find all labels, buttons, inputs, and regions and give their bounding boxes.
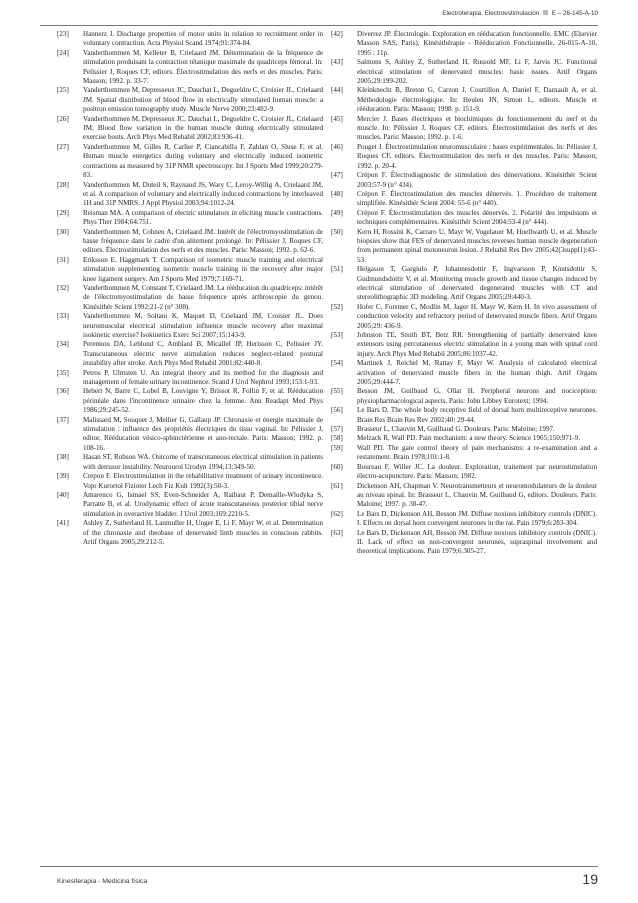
- reference-item: [57, 472, 323, 491]
- reference-item: [331, 331, 597, 359]
- reference-text: Hasan ST, Robson WA. Outcome of transcutaneous electrical stimulation in patients with detrusor instability. Neurourol Urodyn 1994;13:349-50.: [83, 453, 323, 471]
- reference-text: Kern H, Rossini K, Carraro U, Mayr W, Vogelauer M, Hoellwarth U, et al. Muscle biopsies show that FES of denervated muscles reverses human muscle degeneration from permanent spinal motoneuron lesion. J Rehabil Res Dev 2005;42(3suppl1):43-53.: [357, 227, 597, 264]
- reference-item: [331, 58, 597, 86]
- reference-number: [53]: [331, 331, 343, 339]
- reference-text: Perennou DA, Leblond C, Amblard B, Micallef JP, Herisson C, Pelissier JY. Transcutaneous electric nerve stimulation reduces neglect-related postural instability after stroke. Arch Phys Med Rehabil 2001;82:440-8.: [83, 340, 323, 368]
- reference-text: Pouget J. Électrostimulation neuromusculaire : bases expérimentales. In: Pélissier J, Roques CF, editors. Électrostimulation des nerfs et des muscles. Paris: Masson; 1992. p. 20-4.: [357, 142, 597, 170]
- reference-number: [45]: [331, 114, 343, 123]
- reference-number: [47]: [331, 171, 343, 180]
- reference-text: Hofer C, Forstner C, Modlin M, Jager H, Mayr W, Kern H. In vivo assessment of conduction velocity and refractory period of denervated muscle fibers. Artif Organs 2005;29: 436-9.: [357, 302, 597, 330]
- reference-number: [41]: [57, 519, 69, 528]
- reference-text: Crépon F. Électrodiagnostic de stimulation des dénervations. Kinésithér Scient 2003:57-9 (n° 434).: [357, 171, 597, 189]
- reference-item: [57, 86, 323, 114]
- reference-text: Martinek J, Reichel M, Rattay F, Mayr W. Analysis of calculated electrical activation of denervated muscle fibers in the human thigh. Artif Organs 2005;29:444-7.: [357, 359, 597, 387]
- reference-item: [57, 416, 323, 454]
- reference-text: Boureau F, Willer JC. La douleur. Exploration, traitement par neurostimulation électro-acupuncture. Paris: Masson; 1982.: [357, 462, 597, 481]
- footer-rule: [40, 866, 598, 867]
- reference-item: [331, 425, 597, 434]
- reference-item: [331, 406, 597, 425]
- reference-text: Crépon F. Électrostimulation des muscles dénervés. 2. Polarité des impulsions et techniques complémentaires. Kinésithér Scient 2004:53-4 (n° 444).: [357, 208, 597, 227]
- reference-text: Ashley Z, Sutherland H, Lanmuller H, Unger E, Li F, Mayr W, et al. Determination of the chronaxie and rheobase of denervated limb muscles in conscious rabbits. Artif Organs 2005;29:212-5.: [83, 519, 323, 546]
- reference-item: [331, 387, 597, 406]
- reference-item: [331, 265, 597, 303]
- reference-text: Kleinknecht B, Breton G, Carzon J, Courtillon A, Daniel F, Darnault A, et al. Méthodologie électrologique. In: Heuleu JN, Simon L, editors. Muscle et rééducation. Paris: Masson; 1998. p. 151-9.: [357, 86, 597, 114]
- reference-number: [38]: [57, 453, 69, 462]
- reference-number: [34]: [57, 340, 69, 349]
- reference-number: [60]: [331, 462, 343, 471]
- article-code: E – 26-145-A-10: [551, 10, 598, 17]
- reference-item: [57, 256, 323, 284]
- square-separator-icon: [543, 10, 548, 15]
- reference-text: Reisman MA. A comparison of electric stimulators in eliciting muscle contractions. Phys Ther 1984;64:751.: [83, 208, 323, 227]
- reference-item: [57, 369, 323, 388]
- reference-item: [331, 434, 597, 443]
- reference-number: [62]: [331, 509, 343, 518]
- reference-number: [27]: [57, 142, 69, 151]
- reference-item: [331, 143, 597, 171]
- reference-item: [331, 30, 597, 58]
- reference-item: [57, 143, 323, 181]
- reference-number: [48]: [331, 189, 343, 198]
- reference-number: [26]: [57, 114, 69, 123]
- journal-title: Electroterapia. Electroestimulación: [442, 10, 540, 17]
- reference-item: [331, 463, 597, 482]
- reference-item: [331, 115, 597, 143]
- reference-text: Crepon F. Electrostimulation in the rehabilitative treatment of urinary incontinence. Vopr Kurortol Fizioter Lech Fiz Kult 1992(3):50-3.: [83, 472, 323, 490]
- reference-item: [331, 529, 597, 557]
- reference-text: Besson JM, Guilbaud G, Ollat H. Peripheral neurons and nociception: physiopharmacological aspects. Paris: John Libbey Eurotext; 1994.: [357, 387, 597, 405]
- reference-number: [58]: [331, 434, 343, 443]
- reference-number: [46]: [331, 142, 343, 151]
- reference-number: [56]: [331, 406, 343, 415]
- footer-publication: Kinesiterapia - Medicina física: [57, 878, 148, 885]
- reference-item: [331, 444, 597, 463]
- reference-item: [57, 209, 323, 228]
- reference-text: Vanderthommen M, Depresseux JC, Dauchat L, Degueldre C, Croisier JL, Crielaard JM. Blood flow variation in the human muscle during electrically stimulated exercise bouts. Arch Phys Med Rehabil 2002;83:936-41.: [83, 114, 323, 142]
- reference-item: [57, 181, 323, 209]
- reference-text: Le Bars D, Dickenson AH, Besson JM. Diffuse noxious inhibitory controls (DNIC). I. Effects on dorsal horn convergent neurones in the rat. Pain 1979;6:283-304.: [357, 509, 597, 528]
- reference-number: [61]: [331, 481, 343, 490]
- reference-item: [57, 491, 323, 519]
- reference-item: [331, 303, 597, 331]
- reference-number: [23]: [57, 30, 69, 38]
- reference-text: Vanderthommen M, Kelleter B, Crielaard JM. Détermination de la fréquence de stimulation produisant la contraction tétanique maximale du quadriceps fémoral. In: Pelissier J, Roques CF, editors. Électrostimulation des nerfs et des muscles. Paris: Masson; 1992. p. 33-7.: [83, 48, 323, 86]
- running-header: [442, 10, 598, 17]
- reference-number: [50]: [331, 227, 343, 236]
- header-rule: [40, 25, 598, 26]
- reference-text: Melzack R, Wall PD. Pain mechanism: a new theory. Science 1965;150:971-9.: [357, 434, 581, 443]
- reference-number: [32]: [57, 283, 69, 292]
- reference-item: [331, 171, 597, 190]
- reference-number: [54]: [331, 359, 343, 368]
- reference-text: Mercier J. Bases électriques et biochimiques du fonctionnement du nerf et du muscle. In: Pélissier J, Roques CF, editors. Électrostimulation des nerfs et des muscles. Paris: Masson; 1992. p. 1-6.: [357, 114, 597, 142]
- reference-number: [40]: [57, 490, 69, 499]
- reference-text: Dickenson AH, Chapman V. Neurotransmetteurs et neuromodulateurs de la douleur au niveau spinal. In: Brasseur L, Chauvin M, Guilbaud G, editors. Douleurs. Paris: Maloine; 1997. p. 38-47.: [357, 481, 597, 509]
- reference-item: [57, 312, 323, 340]
- reference-text: Malissard M, Souquet J, Mellier G, Gallaup JP. Chronaxie et énergie maximale de stimulation : influence des propriétés électriques du tissu vaginal. In: Pélissier J, editor. Rééducation vésico-sphinctérienne et ano-rectale. Paris: Masson; 1992. p. 108-16.: [83, 415, 323, 452]
- reference-text: Crépon F. Électrostimulation des muscles dénervés. 1. Procédure de traitement simplifiée. Kinésithér Scient 2004: 55-6 (n° 440).: [357, 189, 597, 208]
- reference-item: [57, 340, 323, 368]
- reference-text: Hebert N, Barre C, Lobel B, Louvigne Y, Brissot R, Follin F, et al. Rééducation périnéale dans l'incontinence urinaire chez la femme. Ann Readapt Med Phys 1986;29:245-52.: [83, 387, 323, 415]
- reference-text: Petros P, Ulmsten U. An integral theory and its method for the diagnosis and management of female urinary incontinence. Scand J Urol Nephrol 1993;153:1-93.: [83, 368, 323, 387]
- reference-number: [39]: [57, 472, 69, 481]
- reference-number: [49]: [331, 208, 343, 217]
- reference-text: Johnston TE, Smith BT, Betz RR. Strengthening of partially denervated knee extensors using percutaneous electric stimulation in a young man with spinal cord injury. Arch Phys Med Rehabil 2005;86:1037-42.: [357, 331, 597, 358]
- reference-text: Wall PD. The gate control theory of pain mechanisms: a re-examination and a restatement. Brain 1978;101:1-8.: [357, 443, 597, 462]
- reference-text: Vanderthommen M, Duteil S, Raynaud JS, Wary C, Leroy-Willig A, Crielaard JM, et al. A comparison of voluntary and electrically induced contractions by interleaved 1H and 31P NMRS. J Appl Physiol 2003;94:1012-24.: [83, 180, 323, 208]
- reference-text: Hannerz J. Discharge properties of motor units in relation to recruitment order in voluntary contraction. Acta Physiol Scand 1974;91:374-84.: [83, 30, 323, 48]
- reference-item: [57, 228, 323, 256]
- reference-item: [331, 190, 597, 209]
- reference-text: Vanderthommen M, Gilles R, Carlier P, Ciancabilla F, Zahlan O, Sluse F, et al. Human muscle energetics during voluntary and electrically induced isometric contractions as measured by 31P NMR spectroscopy. Int J Sports Med 1999;20:279-83.: [83, 142, 323, 180]
- reference-number: [55]: [331, 387, 343, 396]
- reference-text: Vanderthommen M, Soltani K, Maquet D, Crielaard JM, Croisier JL. Does neuromuscular electrical stimulation influence muscle recovery after maximal isokinetic exercise? Isokinetics Exerc Sci 2007;15:143-9.: [83, 312, 323, 339]
- reference-number: [37]: [57, 415, 69, 424]
- reference-text: Le Bars D. The whole body receptive field of dorsal horn multireceptive neurones. Brain Res Brain Res Rev 2002;40: 29-44.: [357, 406, 597, 424]
- reference-number: [44]: [331, 86, 343, 95]
- reference-text: Eriksson E, Haggmark T. Comparison of isometric muscle training and electrical stimulation supplementing isometric muscle training in the recovery after major knee ligament surgery. Am J Sports Med 1979;7:169-71.: [83, 255, 323, 283]
- reference-item: [331, 228, 597, 266]
- reference-number: [24]: [57, 48, 69, 57]
- reference-number: [52]: [331, 302, 343, 311]
- reference-text: Helgason T, Gargiulo P, Johannesdottir F, Ingvarsson P, Knutsdottir S, Gudmundsdottir V, et al. Monitoring muscle growth and tissue changes induced by electrical stimulation of denervated degenerated muscles with CT and stereolithographic 3D modeling. Artif Organs 2005;29:440-3.: [357, 265, 597, 302]
- reference-text: Diverrez JP. Électrologie. Exploration en rééducation fonctionnelle. EMC (Elsevier Masson SAS, Paris), Kinésithérapie - Rééducation Fonctionnelle, 26-015-A-10, 1995 : 11p.: [357, 30, 597, 57]
- reference-number: [43]: [331, 58, 343, 67]
- reference-number: [35]: [57, 368, 69, 377]
- references-right-column: [331, 30, 597, 557]
- reference-text: Le Bars D, Dickenson AH, Besson JM. Diffuse noxious inhibitory controls (DNIC). II. Lack of effect on non-convergent neurones, supraspinal involvement and theoretical implications. Pain 1979;6:305-27.: [357, 528, 597, 556]
- reference-number: [63]: [331, 528, 343, 537]
- reference-number: [42]: [331, 30, 343, 38]
- reference-text: Vanderthommen M, Depresseux JC, Dauchat L, Degueldre C, Croisier JL, Crielaard JM. Spatial distribution of blood flow in electrically stimulated human muscle: a positron emission tomography study. Muscle Nerve 2000;23:482-9.: [83, 86, 323, 114]
- reference-item: [331, 86, 597, 114]
- reference-item: [57, 284, 323, 312]
- reference-number: [51]: [331, 265, 343, 274]
- reference-text: Vanderthommen M, Cohnen A, Crielaard JM. Intérêt de l'électromyostimulation de basse fréquence dans le cadre d'un alitement prolongé. In: Pélissier J, Roques CF, editors. Électrostimulation des nerfs et des muscles. Paris: Masson; 1992. p. 62-6.: [83, 227, 323, 255]
- reference-item: [331, 359, 597, 387]
- reference-number: [57]: [331, 425, 343, 434]
- reference-item: [57, 519, 323, 547]
- reference-item: [57, 115, 323, 143]
- reference-number: [29]: [57, 208, 69, 217]
- reference-number: [28]: [57, 180, 69, 189]
- reference-item: [57, 453, 323, 472]
- reference-number: [59]: [331, 443, 343, 452]
- reference-text: Salmons S, Ashley Z, Sutherland H, Russold MF, Li F, Jarvis JC. Functional electrical stimulation of denervated muscles: basic issues. Artif Organs 2005;29:199-202.: [357, 58, 597, 86]
- reference-item: [57, 30, 323, 49]
- reference-text: Amarenco G, Ismael SS, Even-Schneider A, Raibaut P, Demaille-Wlodyka S, Parratte B, et al. Urodynamic effect of acute transcutaneous posterior tibial nerve stimulation in overactive bladder. J Urol 2003;169:2210-5.: [83, 490, 323, 518]
- reference-number: [30]: [57, 227, 69, 236]
- reference-text: Brasseur L, Chauvin M, Guilbaud G. Douleurs. Paris: Maloine; 1997.: [357, 425, 555, 434]
- reference-text: Vanderthommen M, Constant T, Crielaard JM. La rééducation du quadriceps: intérêt de l'électromyostimulation de basse fréquence après arthroscopie du genou. Kinésithér Scient 1992;21-2 (n° 308).: [83, 283, 323, 311]
- reference-item: [331, 209, 597, 228]
- reference-item: [331, 482, 597, 510]
- reference-number: [31]: [57, 255, 69, 264]
- reference-number: [33]: [57, 312, 69, 321]
- reference-number: [36]: [57, 387, 69, 396]
- reference-item: [331, 510, 597, 529]
- reference-item: [57, 49, 323, 87]
- references-left-column: [57, 30, 323, 547]
- page-number: 19: [582, 871, 598, 887]
- reference-item: [57, 387, 323, 415]
- reference-number: [25]: [57, 86, 69, 95]
